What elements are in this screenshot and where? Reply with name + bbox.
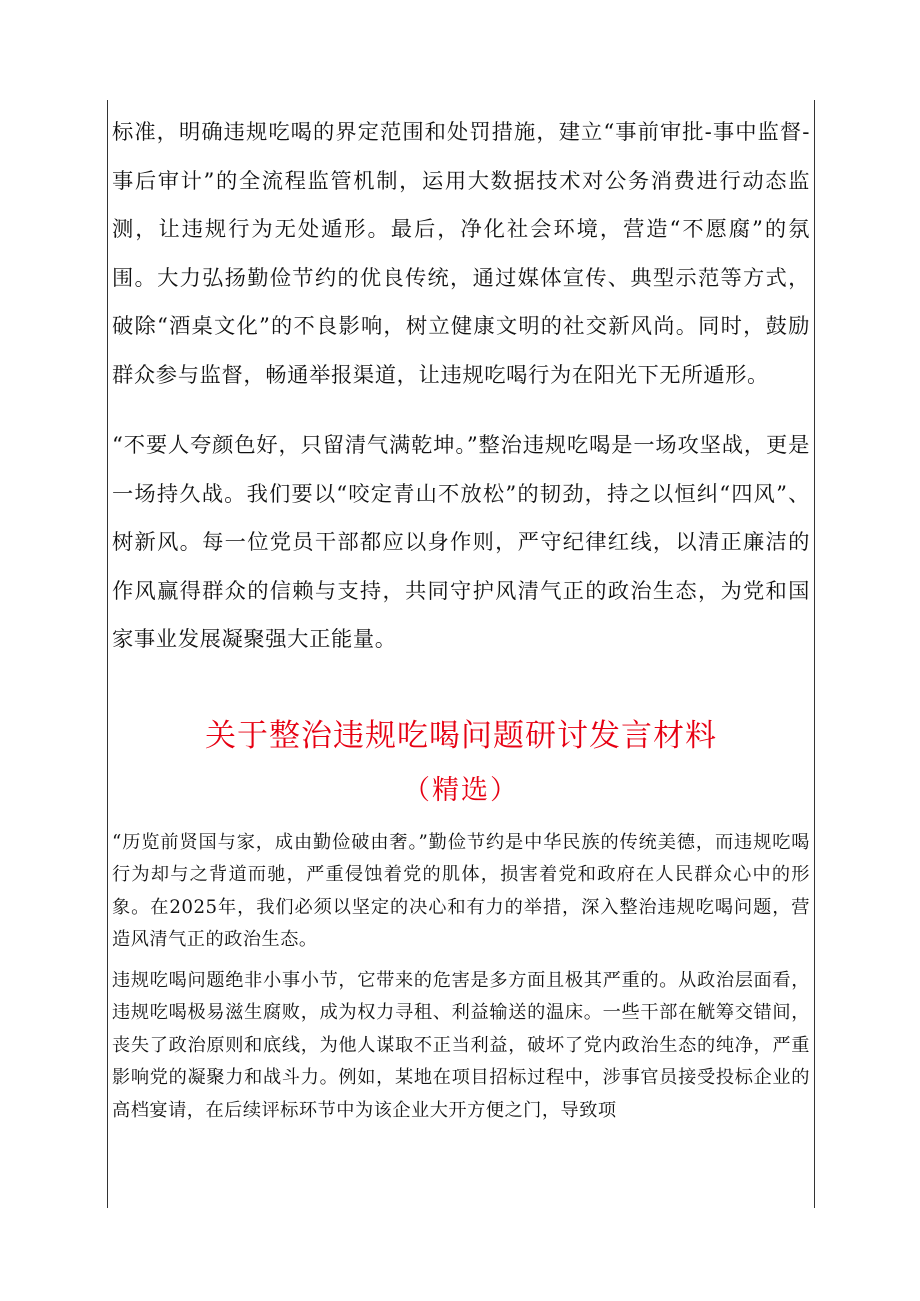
document-title: 关于整治违规吃喝问题研讨发言材料 — [205, 717, 717, 754]
paragraph-closing: “不要人夸颜色好，只留清气满乾坤。”整治违规吃喝是一场攻坚战，更是一场持久战。我们要以“咬定青山不放松”的韧劲，持之以恒纠“四风”、树新风。每一位党员干部都应以身作则，严守纪律红线，以清正廉洁的作风赢得群众的信赖与支持，共同守护风清气正的政治生态，为党和国家事业发展凝聚强大正能量。 — [112, 433, 810, 652]
document-body — [112, 109, 810, 1127]
paragraph-harm: 违规吃喝问题绝非小事小节，它带来的危害是多方面且极其严重的。从政治层面看，违规吃喝极易滋生腐败，成为权力寻租、利益输送的温床。一些干部在觥筹交错间，丧失了政治原则和底线，为他人谋取不正当利益，破坏了党内政治生态的纯净，严重影响党的凝聚力和战斗力。例如，某地在项目招标过程中，涉事官员接受投标企业的高档宴请，在后续评标环节中为该企业大开方便之门，导致项 — [112, 969, 810, 1121]
paragraph-continued: 标准，明确违规吃喝的界定范围和处罚措施，建立“事前审批-事中监督-事后审计”的全流程监管机制，运用大数据技术对公务消费进行动态监测，让违规行为无处遁形。最后，净化社会环境，营造“不愿腐”的氛围。大力弘扬勤俭节约的优良传统，通过媒体宣传、典型示范等方式，破除“酒桌文化”的不良影响，树立健康文明的社交新风尚。同时，鼓励群众参与监督，畅通举报渠道，让违规吃喝行为在阳光下无所遁形。 — [112, 120, 810, 388]
document-subtitle: （精选） — [403, 774, 519, 806]
paragraph-intro: “历览前贤国与家，成由勤俭破由奢。”勤俭节约是中华民族的传统美德，而违规吃喝行为却与之背道而驰，严重侵蚀着党的肌体，损害着党和政府在人民群众心中的形象。在2025年，我们必须以坚定的决心和有力的举措，深入整治违规吃喝问题，营造风清气正的政治生态。 — [112, 831, 810, 950]
